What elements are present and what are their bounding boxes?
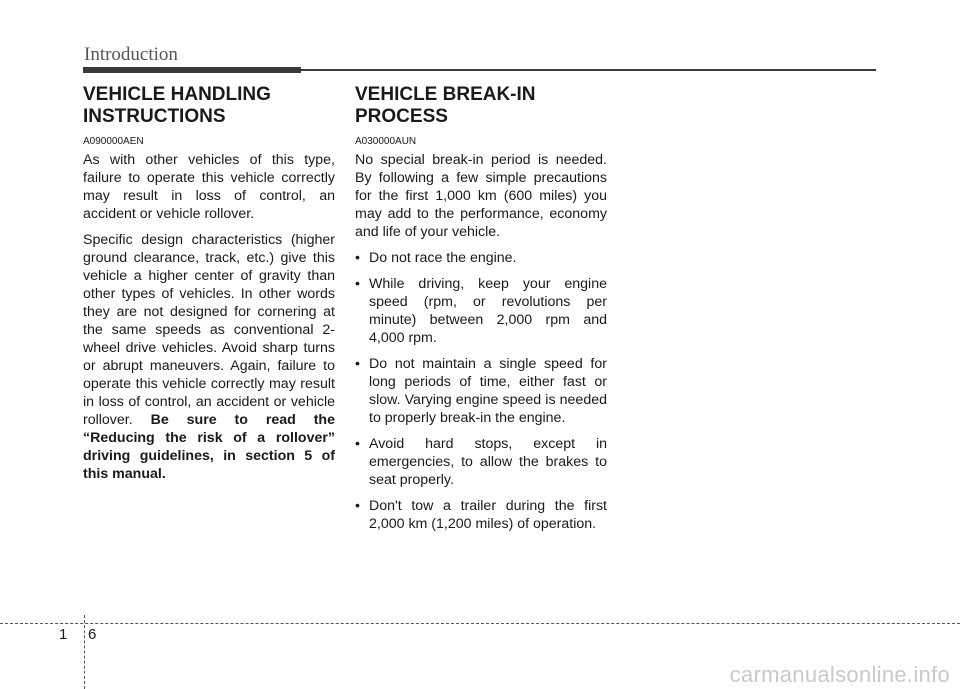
bullet-icon: • (355, 356, 360, 372)
bullet-icon: • (355, 436, 360, 452)
handling-paragraph-2-text: Specific design characteristics (higher ground clearance, track, etc.) give this vehicle a higher center of gravity than other types of vehicles. In other words they are not designed for cornering at the same speeds as conventional 2-wheel drive vehicles. Avoid sharp turns or abrupt maneuvers. Again, failure to operate this vehicle correctly may result in loss of control, an accident or vehicle rollover. (83, 232, 335, 428)
handling-paragraph-2-bold: Be sure to read the “Reducing the risk of a rollover” driving guidelines, in section 5 of this manual. (83, 412, 335, 482)
footer-dashed-divider (84, 615, 85, 689)
footer-dashed-rule (0, 623, 960, 624)
page-chapter-number: 1 (59, 626, 68, 643)
bullet-text: Don't tow a trailer during the first 2,000 km (1,200 miles) of operation. (369, 498, 607, 532)
header-title: Introduction (84, 44, 178, 65)
header-rule-thick (83, 67, 301, 73)
handling-paragraph-2 (83, 231, 335, 483)
bullet-item (355, 249, 607, 267)
bullet-icon: • (355, 250, 360, 266)
bullet-item (355, 435, 607, 489)
section-title-break-in: VEHICLE BREAK-IN PROCESS (355, 84, 536, 127)
bullet-item (355, 497, 607, 533)
bullet-text: Do not race the engine. (369, 250, 517, 266)
bullet-text: Avoid hard stops, except in emergencies, to allow the brakes to seat properly. (369, 436, 607, 488)
section-code-break-in: A030000AUN (355, 136, 417, 147)
bullet-text: Do not maintain a single speed for long periods of time, either fast or slow. Varying engine speed is needed to properly break-in the engine. (369, 356, 607, 426)
right-column (355, 84, 607, 541)
section-code-handling: A090000AEN (83, 136, 144, 147)
bullet-text: While driving, keep your engine speed (rpm, or revolutions per minute) between 2,000 rpm and 4,000 rpm. (369, 276, 607, 346)
header-rule-thin (301, 69, 876, 71)
watermark: carmanualsonline.info (729, 662, 950, 687)
break-in-intro: No special break-in period is needed. By following a few simple precautions for the first 1,000 km (600 miles) you may add to the performance, economy and life of your vehicle. (355, 152, 607, 240)
bullet-item (355, 275, 607, 347)
handling-paragraph-1: As with other vehicles of this type, failure to operate this vehicle correctly may result in loss of control, an accident or vehicle rollover. (83, 152, 335, 222)
bullet-item (355, 355, 607, 427)
section-title-handling: VEHICLE HANDLING INSTRUCTIONS (83, 84, 271, 127)
break-in-bullet-list (355, 249, 607, 533)
bullet-icon: • (355, 276, 360, 292)
page-number: 6 (88, 626, 97, 643)
bullet-icon: • (355, 498, 360, 514)
left-column (83, 84, 335, 491)
